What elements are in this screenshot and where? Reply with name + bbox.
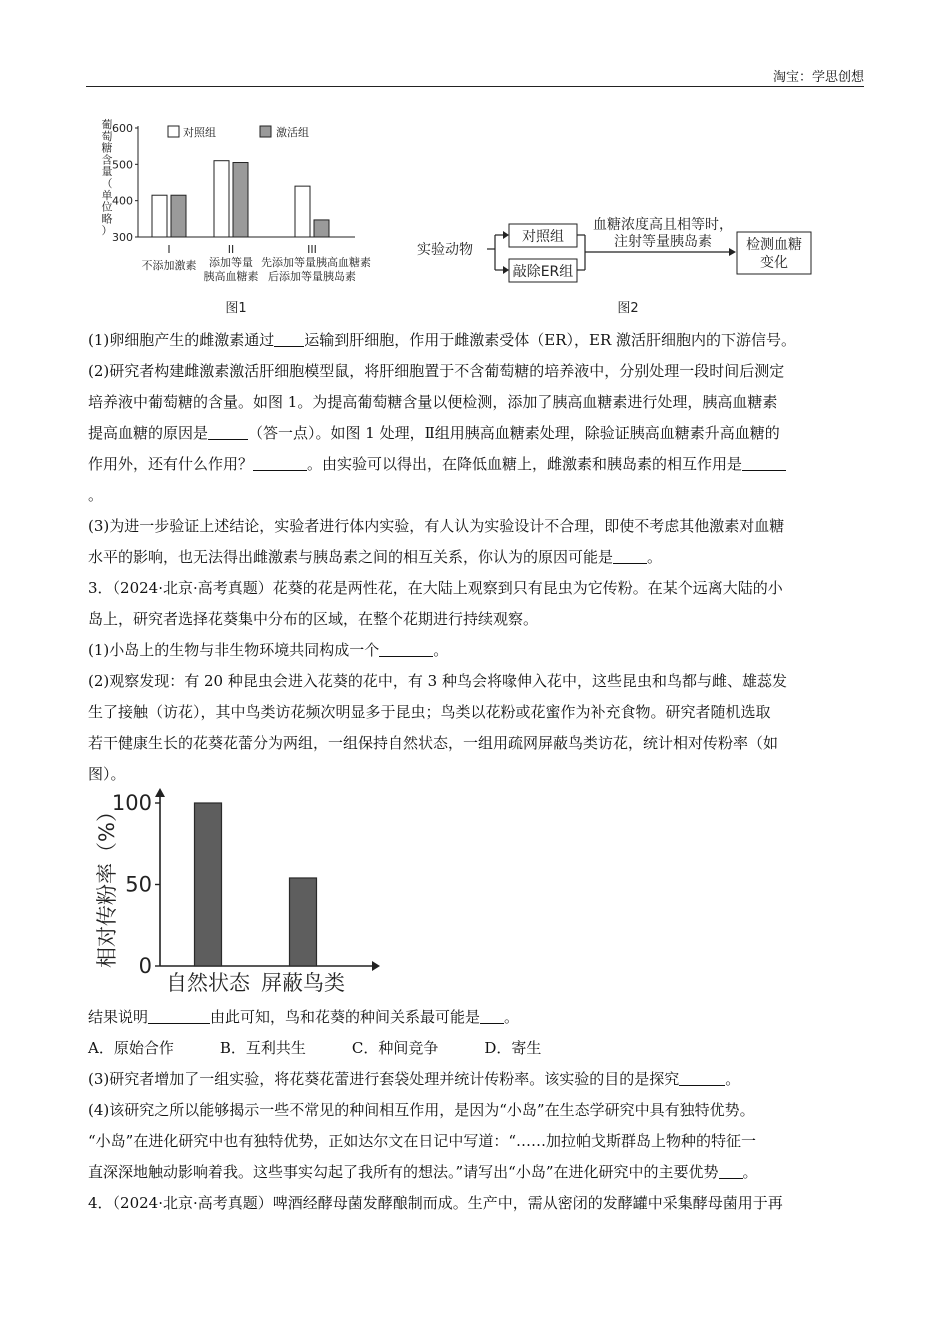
q3-part-2-line-4: 图）。 (88, 765, 126, 783)
fig1-ylabel-char: 萄 (101, 129, 113, 143)
fig1-ylabel-char: 葡 (101, 118, 113, 131)
group-2-roman: II (227, 243, 235, 256)
fig1-bar-activated (233, 163, 248, 237)
figure-1-caption: 图1 (225, 301, 247, 316)
fig3-y-tick-label: 100 (111, 791, 152, 815)
q3-part-2-line-1: (2)观察发现：有 20 种昆虫会进入花葵的花中，有 3 种鸟会将喙伸入花中，这些昆虫和鸟都与雌、雄蕊发 (88, 672, 787, 690)
group-2-label-1: 添加等量 (209, 256, 253, 269)
question-3 (88, 573, 868, 790)
question-2 (88, 325, 868, 573)
fig3-category-label: 自然状态 (166, 971, 250, 995)
answer-blank[interactable] (379, 638, 433, 657)
fig2-control: 对照组 (522, 229, 564, 245)
group-3-label-2: 后添加等量胰岛素 (268, 270, 356, 283)
q3-part-2-line-3: 若干健康生长的花葵花蕾分为两组，一组保持自然状态，一组用疏网屏蔽鸟类访花，统计相对传粉率（如 (88, 734, 779, 752)
legend-control-label: 对照组 (183, 126, 216, 139)
page-header (86, 60, 864, 87)
figure-1 (90, 112, 410, 322)
answer-blank[interactable] (679, 1067, 725, 1086)
q3-part-1: (1)小岛上的生物与非生物环境共同构成一个 。 (88, 635, 868, 666)
fig3-ylabel: 相对传粉率（%） (95, 801, 119, 968)
fig1-ylabel-char: 含 (101, 153, 113, 167)
fig1-y-tick-label: 500 (112, 158, 133, 172)
q3-part-4-line-2: “小岛”在进化研究中也有独特优势，正如达尔文在日记中写道：“……加拉帕戈斯群岛上物种的特征一 (88, 1132, 757, 1150)
fig1-bar-control (214, 161, 229, 237)
fig3-bar (290, 878, 317, 966)
q2-part-2-line-5: 。 (88, 486, 104, 504)
fig1-ylabel (102, 117, 113, 237)
fig3-bar (195, 803, 222, 966)
answer-blank[interactable] (148, 1005, 210, 1024)
q3-part-4-line-1: (4)该研究之所以能够揭示一些不常见的种间相互作用，是因为“小岛”在生态学研究中具有独特优势。 (88, 1101, 755, 1119)
figure-2-caption: 图2 (617, 301, 639, 316)
fig2-condition-1: 血糖浓度高且相等时， (593, 217, 733, 233)
question-3-continued (88, 1002, 868, 1219)
fig1-group-labels (142, 243, 372, 283)
q4-intro: 4．（2024·北京·高考真题）啤酒经酵母菌发酵酿制而成。生产中，需从密闭的发酵罐中采集酵母菌用于再 (88, 1194, 783, 1212)
fig3-y-tick-label: 50 (125, 872, 152, 897)
answer-blank[interactable] (274, 328, 304, 347)
answer-blank[interactable] (613, 545, 647, 564)
fig1-y-tick-label: 400 (112, 194, 133, 208)
q3-intro-1: 3．（2024·北京·高考真题）花葵的花是两性花，在大陆上观察到只有昆虫为它传粉。在某个远离大陆的小 (88, 579, 783, 597)
answer-blank[interactable] (208, 421, 248, 440)
fig2-condition-2: 注射等量胰岛素 (614, 234, 712, 250)
fig1-ylabel-char: 略 (101, 212, 113, 226)
fig2-knockout: 敲除ER组 (512, 264, 574, 280)
fig2-detect-1: 检测血糖 (746, 237, 802, 253)
answer-blank[interactable] (742, 452, 786, 471)
fig1-bar-control (152, 195, 167, 237)
fig3-x-arrow (372, 961, 380, 971)
fig1-ylabel-char: 量 (101, 165, 113, 179)
q2-part-2-line-2: 培养液中葡萄糖的含量。如图 1。为提高葡萄糖含量以便检测，添加了胰高血糖素进行处理，胰高血糖素 (88, 393, 778, 411)
q3-part-4-line-3: 直深深地触动影响着我。这些事实勾起了我所有的想法。”请写出“小岛”在进化研究中的主要优势 。 (88, 1157, 868, 1188)
fig1-bar-control (295, 186, 310, 237)
q3-part-3: (3)研究者增加了一组实验，将花葵花蕾进行套袋处理并统计传粉率。该实验的目的是探究 。 (88, 1064, 868, 1095)
fig3-y-tick-label: 0 (138, 954, 152, 978)
option-a[interactable]: A．原始合作 (88, 1039, 174, 1057)
fig2-detect-2: 变化 (760, 255, 788, 271)
fig3-axes (155, 788, 380, 971)
figure-3-pollination-chart (88, 780, 398, 1002)
figure-2 (415, 215, 835, 325)
answer-blank[interactable] (719, 1160, 743, 1179)
q2-part-1: (1)卵细胞产生的雌激素通过 运输到肝细胞，作用于雌激素受体（ER），ER 激活肝细胞内的下游信号。 (88, 325, 868, 356)
fig1-bar-activated (314, 220, 329, 237)
fig1-y-tick-label: 600 (112, 122, 133, 135)
group-1-roman: I (167, 243, 171, 256)
q3-options (88, 1033, 868, 1064)
fig1-bar-activated (171, 195, 186, 237)
fig1-ylabel-char: ） (101, 224, 113, 238)
answer-blank[interactable] (480, 1005, 504, 1024)
q2-part-2-line-1: (2)研究者构建雌激素激活肝细胞模型鼠，将肝细胞置于不含葡萄糖的培养液中，分别处理一段时间后测定 (88, 362, 785, 380)
answer-blank[interactable] (253, 452, 307, 471)
group-3-label-1: 先添加等量胰高血糖素 (261, 256, 371, 269)
fig1-ylabel-char: 单 (101, 188, 113, 202)
fig1-ylabel-char: 糖 (101, 141, 113, 155)
q3-intro-2: 岛上，研究者选择花葵集中分布的区域，在整个花期进行持续观察。 (88, 610, 539, 628)
group-2-label-2: 胰高血糖素 (203, 270, 259, 283)
fig1-ylabel-char: （ (101, 177, 113, 190)
fig3-category-label: 屏蔽鸟类 (261, 971, 345, 995)
fig3-y-arrow (155, 788, 165, 797)
legend-control-swatch (168, 126, 179, 137)
fig1-ylabel-char: 位 (101, 200, 113, 214)
q2-part-2-line-4: 作用外，还有什么作用？ 。由实验可以得出，在降低血糖上，雌激素和胰岛素的相互作用是 (88, 449, 868, 480)
group-3-roman: III (307, 243, 317, 256)
q2-part-3-line-1: (3)为进一步验证上述结论，实验者进行体内实验，有人认为实验设计不合理，即使不考虑其他激素对血糖 (88, 517, 785, 535)
fig1-bars (152, 161, 329, 237)
fig1-y-tick-label: 300 (112, 231, 133, 244)
option-d[interactable]: D．寄生 (484, 1039, 542, 1057)
fig1-legend (168, 125, 309, 139)
header-text: 淘宝：学思创想 (772, 70, 864, 85)
group-1-label: 不添加激素 (141, 259, 197, 272)
legend-activated-swatch (260, 126, 271, 137)
q3-part-2-line-2: 生了接触（访花），其中鸟类访花频次明显多于昆虫；鸟类以花粉或花蜜作为补充食物。研究者随机选取 (88, 703, 771, 721)
q3-result: 结果说明 由此可知，鸟和花葵的种间关系最可能是 。 (88, 1002, 868, 1033)
fig2-animals: 实验动物 (417, 242, 473, 258)
option-c[interactable]: C．种间竞争 (351, 1039, 439, 1057)
q2-part-3-line-2: 水平的影响，也无法得出雌激素与胰岛素之间的相互关系，你认为的原因可能是 。 (88, 542, 868, 573)
option-b[interactable]: B．互利共生 (219, 1039, 306, 1057)
fig3-bars (195, 803, 317, 966)
q2-part-2-line-3: 提高血糖的原因是 （答一点）。如图 1 处理，Ⅱ组用胰高血糖素处理，除验证胰高血糖素升高血糖的 (88, 418, 868, 449)
legend-activated-label: 激活组 (276, 126, 309, 139)
